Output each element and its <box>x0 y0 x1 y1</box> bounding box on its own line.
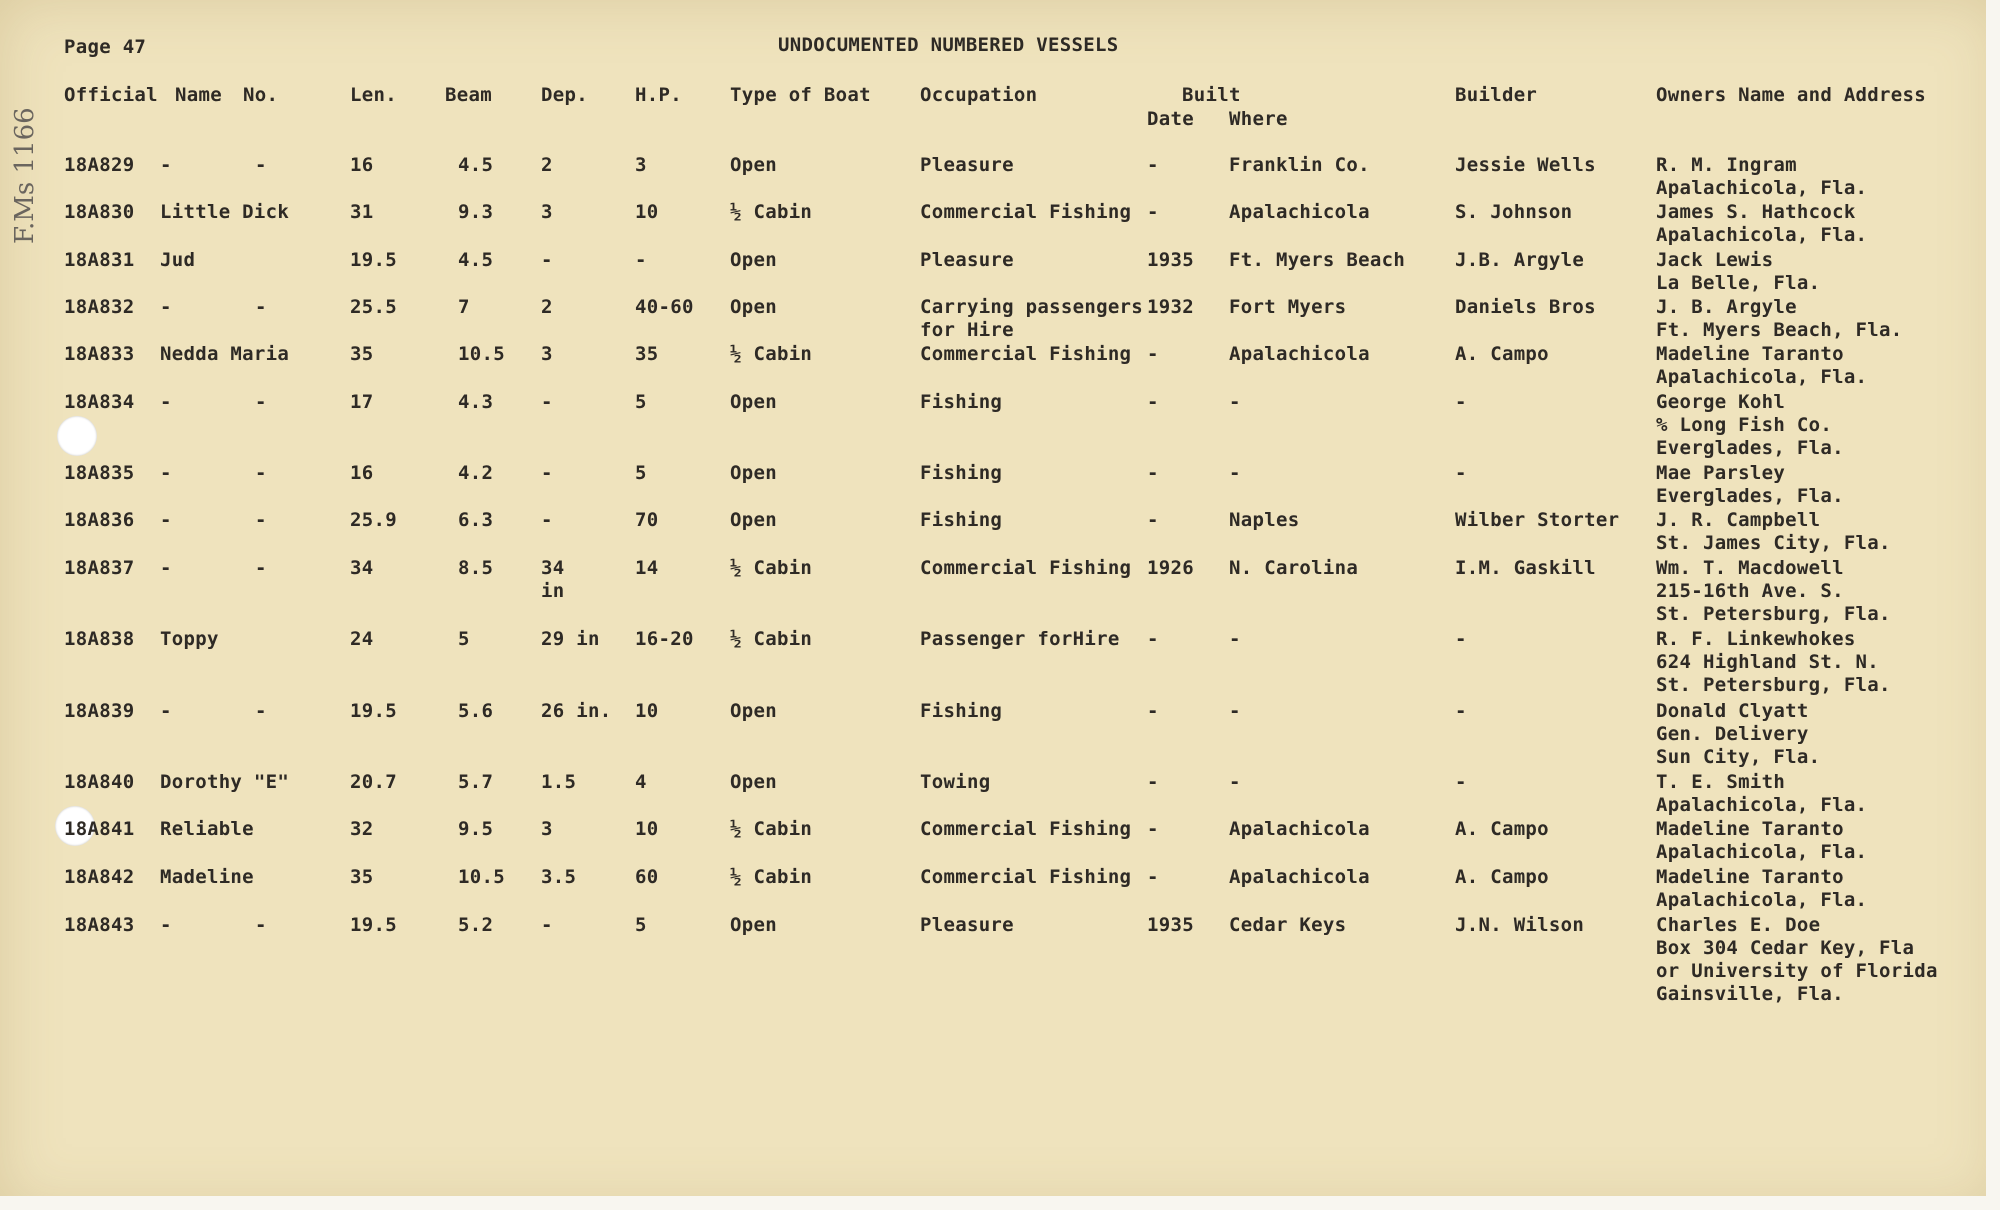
official-number: 18A838 <box>64 628 135 650</box>
boat-type: ½ Cabin <box>730 628 813 650</box>
length-value: 24 <box>350 628 374 650</box>
horsepower-value: 10 <box>635 700 659 722</box>
vessel-no: - <box>255 154 267 176</box>
occupation: Pleasure <box>920 914 1014 936</box>
official-number: 18A840 <box>64 771 135 793</box>
official-number: 18A835 <box>64 462 135 484</box>
owner-address-line: Everglades, Fla. <box>1656 437 1844 459</box>
boat-type: ½ Cabin <box>730 866 813 888</box>
horsepower-value: 10 <box>635 818 659 840</box>
occupation: Pleasure <box>920 154 1014 176</box>
owner-address-line: J. B. Argyle <box>1656 296 1797 318</box>
length-value: 32 <box>350 818 374 840</box>
builder-name: - <box>1455 628 1467 650</box>
owner-address-line: Madeline Taranto <box>1656 818 1844 840</box>
occupation: Towing <box>920 771 991 793</box>
builder-name: J.B. Argyle <box>1455 249 1585 271</box>
built-date: - <box>1147 771 1159 793</box>
beam-value: 5.7 <box>458 771 494 793</box>
punch-hole-icon <box>57 416 97 456</box>
built-date: 1935 <box>1147 914 1194 936</box>
header-occupation: Occupation <box>920 84 1038 106</box>
built-date: 1932 <box>1147 296 1194 318</box>
depth-value: - <box>541 509 553 531</box>
owner-address-line: Madeline Taranto <box>1656 866 1844 888</box>
owner-address-line: Apalachicola, Fla. <box>1656 841 1868 863</box>
builder-name: - <box>1455 391 1467 413</box>
horsepower-value: 3 <box>635 154 647 176</box>
owner-address-line: Gen. Delivery <box>1656 723 1809 745</box>
builder-name: A. Campo <box>1455 343 1549 365</box>
beam-value: 4.3 <box>458 391 494 413</box>
occupation: Fishing <box>920 462 1003 484</box>
beam-value: 7 <box>458 296 470 318</box>
horsepower-value: 14 <box>635 557 659 579</box>
horsepower-value: 40-60 <box>635 296 694 318</box>
vessel-name: Toppy <box>160 628 219 650</box>
owner-address-line: Apalachicola, Fla. <box>1656 889 1868 911</box>
official-number: 18A829 <box>64 154 135 176</box>
owner-address-line: R. M. Ingram <box>1656 154 1797 176</box>
builder-name: A. Campo <box>1455 818 1549 840</box>
built-where: Fort Myers <box>1229 296 1347 318</box>
depth-value: 3 <box>541 201 553 223</box>
built-date: - <box>1147 391 1159 413</box>
built-date: - <box>1147 343 1159 365</box>
boat-type: Open <box>730 914 777 936</box>
boat-type: ½ Cabin <box>730 557 813 579</box>
owner-address-line: Everglades, Fla. <box>1656 485 1844 507</box>
header-beam: Beam <box>445 84 492 106</box>
occupation: Passenger forHire <box>920 628 1120 650</box>
official-number: 18A837 <box>64 557 135 579</box>
official-number: 18A834 <box>64 391 135 413</box>
owner-address-line: Apalachicola, Fla. <box>1656 177 1868 199</box>
occupation: Commercial Fishing <box>920 201 1132 223</box>
beam-value: 4.5 <box>458 154 494 176</box>
owner-address-line: R. F. Linkewhokes <box>1656 628 1856 650</box>
depth-value: 2 <box>541 296 553 318</box>
beam-value: 9.5 <box>458 818 494 840</box>
official-number: 18A841 <box>64 818 135 840</box>
depth-value: 34 in <box>541 557 565 602</box>
header-official: Official <box>64 84 158 106</box>
header-built: Built <box>1182 84 1241 106</box>
occupation: Commercial Fishing <box>920 557 1132 579</box>
vessel-name: Nedda Maria <box>160 343 290 365</box>
beam-value: 5.2 <box>458 914 494 936</box>
header-owner: Owners Name and Address <box>1656 84 1926 106</box>
built-date: - <box>1147 201 1159 223</box>
horsepower-value: 10 <box>635 201 659 223</box>
length-value: 19.5 <box>350 249 397 271</box>
boat-type: ½ Cabin <box>730 201 813 223</box>
occupation: Commercial Fishing <box>920 818 1132 840</box>
header-builder: Builder <box>1455 84 1538 106</box>
owner-address-line: Box 304 Cedar Key, Fla <box>1656 937 1915 959</box>
boat-type: Open <box>730 249 777 271</box>
official-number: 18A839 <box>64 700 135 722</box>
built-where: Apalachicola <box>1229 343 1370 365</box>
owner-address-line: J. R. Campbell <box>1656 509 1821 531</box>
length-value: 35 <box>350 866 374 888</box>
owner-address-line: Apalachicola, Fla. <box>1656 224 1868 246</box>
boat-type: Open <box>730 509 777 531</box>
document-title: UNDOCUMENTED NUMBERED VESSELS <box>778 34 1119 56</box>
vessel-name: - <box>160 154 172 176</box>
owner-address-line: James S. Hathcock <box>1656 201 1856 223</box>
beam-value: 4.5 <box>458 249 494 271</box>
owner-address-line: Donald Clyatt <box>1656 700 1809 722</box>
horsepower-value: - <box>635 249 647 271</box>
header-name: Name <box>175 84 222 106</box>
owner-address-line: 215-16th Ave. S. <box>1656 580 1844 602</box>
vessel-name: - <box>160 296 172 318</box>
vessel-name: Madeline <box>160 866 254 888</box>
owner-address-line: Wm. T. Macdowell <box>1656 557 1844 579</box>
owner-address-line: or University of Florida <box>1656 960 1938 982</box>
occupation: Commercial Fishing <box>920 866 1132 888</box>
vessel-name: - <box>160 391 172 413</box>
vessel-name: - <box>160 557 172 579</box>
header-hp: H.P. <box>635 84 682 106</box>
length-value: 25.5 <box>350 296 397 318</box>
depth-value: - <box>541 462 553 484</box>
occupation: Fishing <box>920 700 1003 722</box>
boat-type: Open <box>730 154 777 176</box>
builder-name: Jessie Wells <box>1455 154 1596 176</box>
page-number: Page 47 <box>64 36 147 58</box>
length-value: 17 <box>350 391 374 413</box>
boat-type: Open <box>730 771 777 793</box>
header-len: Len. <box>350 84 397 106</box>
horsepower-value: 35 <box>635 343 659 365</box>
length-value: 19.5 <box>350 914 397 936</box>
owner-address-line: Gainsville, Fla. <box>1656 983 1844 1005</box>
vessel-no: - <box>255 557 267 579</box>
builder-name: Wilber Storter <box>1455 509 1620 531</box>
vessel-name: Jud <box>160 249 196 271</box>
depth-value: 3 <box>541 343 553 365</box>
builder-name: I.M. Gaskill <box>1455 557 1596 579</box>
occupation: Pleasure <box>920 249 1014 271</box>
official-number: 18A833 <box>64 343 135 365</box>
boat-type: Open <box>730 700 777 722</box>
owner-address-line: Apalachicola, Fla. <box>1656 794 1868 816</box>
builder-name: Daniels Bros <box>1455 296 1596 318</box>
owner-address-line: % Long Fish Co. <box>1656 414 1833 436</box>
header-no: No. <box>243 84 279 106</box>
length-value: 34 <box>350 557 374 579</box>
depth-value: 2 <box>541 154 553 176</box>
owner-address-line: Madeline Taranto <box>1656 343 1844 365</box>
built-where: - <box>1229 628 1241 650</box>
built-where: - <box>1229 462 1241 484</box>
beam-value: 5.6 <box>458 700 494 722</box>
beam-value: 10.5 <box>458 343 505 365</box>
beam-value: 8.5 <box>458 557 494 579</box>
boat-type: Open <box>730 462 777 484</box>
header-where: Where <box>1229 108 1288 130</box>
owner-address-line: La Belle, Fla. <box>1656 272 1821 294</box>
boat-type: Open <box>730 296 777 318</box>
official-number: 18A836 <box>64 509 135 531</box>
builder-name: A. Campo <box>1455 866 1549 888</box>
builder-name: S. Johnson <box>1455 201 1573 223</box>
built-date: 1926 <box>1147 557 1194 579</box>
occupation: Carrying passengers <box>920 296 1144 318</box>
vessel-name: - <box>160 914 172 936</box>
owner-address-line: Sun City, Fla. <box>1656 746 1821 768</box>
owner-address-line: St. Petersburg, Fla. <box>1656 674 1891 696</box>
occupation: Commercial Fishing <box>920 343 1132 365</box>
vessel-name: - <box>160 700 172 722</box>
built-date: 1935 <box>1147 249 1194 271</box>
built-where: - <box>1229 771 1241 793</box>
horsepower-value: 60 <box>635 866 659 888</box>
vessel-no: - <box>255 914 267 936</box>
official-number: 18A832 <box>64 296 135 318</box>
depth-value: 29 in <box>541 628 600 650</box>
occupation: Fishing <box>920 509 1003 531</box>
built-where: Apalachicola <box>1229 201 1370 223</box>
depth-value: 26 in. <box>541 700 612 722</box>
depth-value: - <box>541 249 553 271</box>
length-value: 16 <box>350 462 374 484</box>
built-where: Franklin Co. <box>1229 154 1370 176</box>
vessel-name: - <box>160 462 172 484</box>
owner-address-line: Ft. Myers Beach, Fla. <box>1656 319 1903 341</box>
built-date: - <box>1147 700 1159 722</box>
length-value: 35 <box>350 343 374 365</box>
length-value: 20.7 <box>350 771 397 793</box>
built-where: - <box>1229 391 1241 413</box>
official-number: 18A843 <box>64 914 135 936</box>
margin-note-text: F.Ms 1166 <box>10 107 40 244</box>
header-type: Type of Boat <box>730 84 871 106</box>
depth-value: - <box>541 914 553 936</box>
owner-address-line: George Kohl <box>1656 391 1786 413</box>
owner-address-line: Mae Parsley <box>1656 462 1786 484</box>
built-date: - <box>1147 154 1159 176</box>
builder-name: - <box>1455 462 1467 484</box>
vessel-no: - <box>255 296 267 318</box>
built-where: Apalachicola <box>1229 818 1370 840</box>
vessel-no: - <box>255 391 267 413</box>
builder-name: J.N. Wilson <box>1455 914 1585 936</box>
length-value: 16 <box>350 154 374 176</box>
boat-type: ½ Cabin <box>730 818 813 840</box>
horsepower-value: 70 <box>635 509 659 531</box>
boat-type: ½ Cabin <box>730 343 813 365</box>
beam-value: 6.3 <box>458 509 494 531</box>
beam-value: 5 <box>458 628 470 650</box>
built-date: - <box>1147 866 1159 888</box>
beam-value: 9.3 <box>458 201 494 223</box>
depth-value: 3.5 <box>541 866 577 888</box>
owner-address-line: St. James City, Fla. <box>1656 532 1891 554</box>
depth-value: 1.5 <box>541 771 577 793</box>
owner-address-line: T. E. Smith <box>1656 771 1786 793</box>
vessel-name: - <box>160 509 172 531</box>
owner-address-line: 624 Highland St. N. <box>1656 651 1880 673</box>
margin-handwritten-note <box>6 20 46 250</box>
horsepower-value: 5 <box>635 391 647 413</box>
owner-address-line: Jack Lewis <box>1656 249 1774 271</box>
built-date: - <box>1147 628 1159 650</box>
owner-address-line: Charles E. Doe <box>1656 914 1821 936</box>
built-where: - <box>1229 700 1241 722</box>
occupation: for Hire <box>920 319 1014 341</box>
horsepower-value: 4 <box>635 771 647 793</box>
header-dep: Dep. <box>541 84 588 106</box>
horsepower-value: 5 <box>635 462 647 484</box>
depth-value: - <box>541 391 553 413</box>
beam-value: 4.2 <box>458 462 494 484</box>
built-where: N. Carolina <box>1229 557 1359 579</box>
depth-value: 3 <box>541 818 553 840</box>
beam-value: 10.5 <box>458 866 505 888</box>
vessel-name: Little Dick <box>160 201 290 223</box>
builder-name: - <box>1455 771 1467 793</box>
length-value: 25.9 <box>350 509 397 531</box>
built-date: - <box>1147 509 1159 531</box>
vessel-no: - <box>255 700 267 722</box>
built-where: Naples <box>1229 509 1300 531</box>
horsepower-value: 5 <box>635 914 647 936</box>
official-number: 18A830 <box>64 201 135 223</box>
owner-address-line: Apalachicola, Fla. <box>1656 366 1868 388</box>
builder-name: - <box>1455 700 1467 722</box>
length-value: 31 <box>350 201 374 223</box>
vessel-no: - <box>255 462 267 484</box>
vessel-name: Dorothy "E" <box>160 771 290 793</box>
vessel-no: - <box>255 509 267 531</box>
owner-address-line: St. Petersburg, Fla. <box>1656 603 1891 625</box>
header-date: Date <box>1147 108 1194 130</box>
official-number: 18A842 <box>64 866 135 888</box>
length-value: 19.5 <box>350 700 397 722</box>
built-where: Apalachicola <box>1229 866 1370 888</box>
boat-type: Open <box>730 391 777 413</box>
built-where: Ft. Myers Beach <box>1229 249 1406 271</box>
built-where: Cedar Keys <box>1229 914 1347 936</box>
built-date: - <box>1147 818 1159 840</box>
vessel-name: Reliable <box>160 818 254 840</box>
horsepower-value: 16-20 <box>635 628 694 650</box>
built-date: - <box>1147 462 1159 484</box>
occupation: Fishing <box>920 391 1003 413</box>
official-number: 18A831 <box>64 249 135 271</box>
